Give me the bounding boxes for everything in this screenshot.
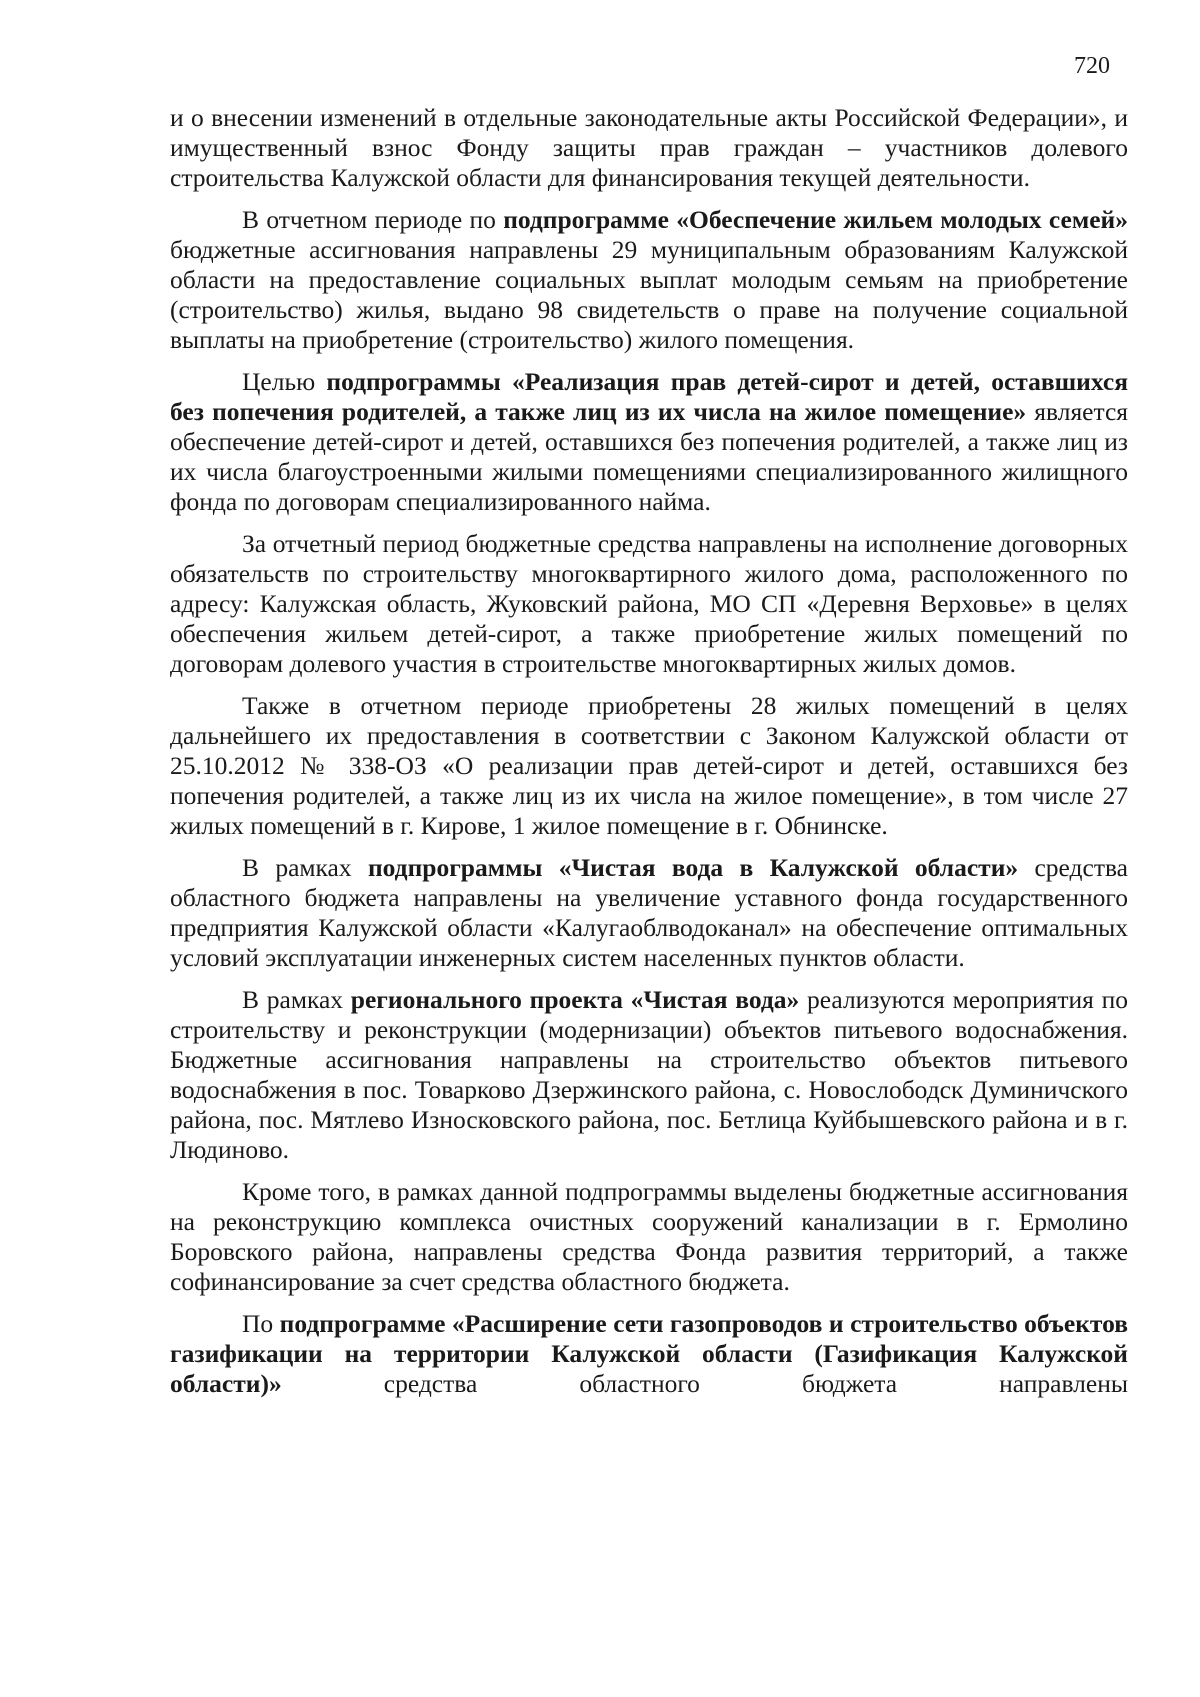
paragraph-6-text-2: средства областного бюджета направлены на увеличение уставного фонда государственного предприятия Калужской области «Калугаоблводоканал» на обеспечение оптимальных условий эксплуатации инженерных систем населенных пунктов области.: [170, 853, 1129, 972]
paragraph-9-subprogram-title: подпрограмме «Расширение сети газопроводов и строительство объектов газификации на территории Калужской области (Газификация Калужской области)»: [170, 1309, 1128, 1398]
paragraph-3-text-2: является обеспечение детей-сирот и детей, оставшихся без попечения родителей, а также лиц из их числа благоустроенными жилыми помещениями специализированного жилищного фонда по договорам специализированного найма.: [170, 397, 1128, 516]
paragraph-1-text: и о внесении изменений в отдельные законодательные акты Российской Федерации», и имущественный взнос Фонду защиты прав граждан – участников долевого строительства Калужской области для финансирования текущей деятельности.: [170, 103, 1128, 192]
paragraph-3: [170, 367, 1128, 517]
paragraph-7-project-title: регионального проекта «Чистая вода»: [350, 985, 800, 1014]
paragraph-4-text: За отчетный период бюджетные средства направлены на исполнение договорных обязательств по строительству многоквартирного жилого дома, расположенного по адресу: Калужская область, Жуковский района, МО СП «Деревня Верховье» в целях обеспечения жильем детей-сирот, а также приобретение жилых помещений по договорам долевого участия в строительстве многоквартирных жилых домов.: [170, 529, 1128, 678]
paragraph-2-subprogram-title: подпрограмме «Обеспечение жильем молодых семей»: [503, 205, 1128, 234]
paragraph-9-text-2: средства областного бюджета направлены: [281, 1369, 1128, 1398]
paragraph-8: [170, 1177, 1128, 1297]
paragraph-3-text-1: Целью: [242, 367, 327, 396]
paragraph-9: [170, 1309, 1128, 1399]
paragraph-6-subprogram-title: подпрограммы «Чистая вода в Калужской области»: [367, 853, 1019, 882]
page-number: 720: [1074, 53, 1110, 79]
paragraph-8-text: Кроме того, в рамках данной подпрограммы выделены бюджетные ассигнования на реконструкцию комплекса очистных сооружений канализации в г. Ермолино Боровского района, направлены средства Фонда развития территорий, а также софинансирование за счет средства областного бюджета.: [170, 1177, 1128, 1296]
paragraph-3-subprogram-title: подпрограммы «Реализация прав детей-сирот и детей, оставшихся без попечения родителей, а также лиц из их числа на жилое помещение»: [170, 367, 1128, 426]
document-body: [170, 103, 1128, 1411]
paragraph-2-text-1: В отчетном периоде по: [242, 205, 504, 234]
paragraph-2-text-2: бюджетные ассигнования направлены 29 муниципальным образованиям Калужской области на предоставление социальных выплат молодым семьям на приобретение (строительство) жилья, выдано 98 свидетельств о праве на получение социальной выплаты на приобретение (строительство) жилого помещения.: [170, 235, 1128, 354]
paragraph-7: [170, 985, 1128, 1165]
paragraph-7-text-1: В рамках: [242, 985, 351, 1014]
paragraph-5: [170, 691, 1128, 841]
paragraph-6-text-1: В рамках: [242, 853, 368, 882]
paragraph-5-text: Также в отчетном периоде приобретены 28 жилых помещений в целях дальнейшего их предоставления в соответствии с Законом Калужской области от 25.10.2012 № 338-ОЗ «О реализации прав детей-сирот и детей, оставшихся без попечения родителей, а также лиц из их числа на жилое помещение», в том числе 27 жилых помещений в г. Кирове, 1 жилое помещение в г. Обнинске.: [170, 691, 1128, 840]
paragraph-6: [170, 853, 1128, 973]
paragraph-1: [170, 103, 1128, 193]
paragraph-2: [170, 205, 1128, 355]
paragraph-4: [170, 529, 1128, 679]
paragraph-9-text-1: По: [242, 1309, 280, 1338]
paragraph-7-text-2: реализуются мероприятия по строительству и реконструкции (модернизации) объектов питьевого водоснабжения. Бюджетные ассигнования направлены на строительство объектов питьевого водоснабжения в пос. Товарково Дзержинского района, с. Новослободск Думиничского района, пос. Мятлево Износковского района, пос. Бетлица Куйбышевского района и в г. Людиново.: [170, 985, 1128, 1164]
